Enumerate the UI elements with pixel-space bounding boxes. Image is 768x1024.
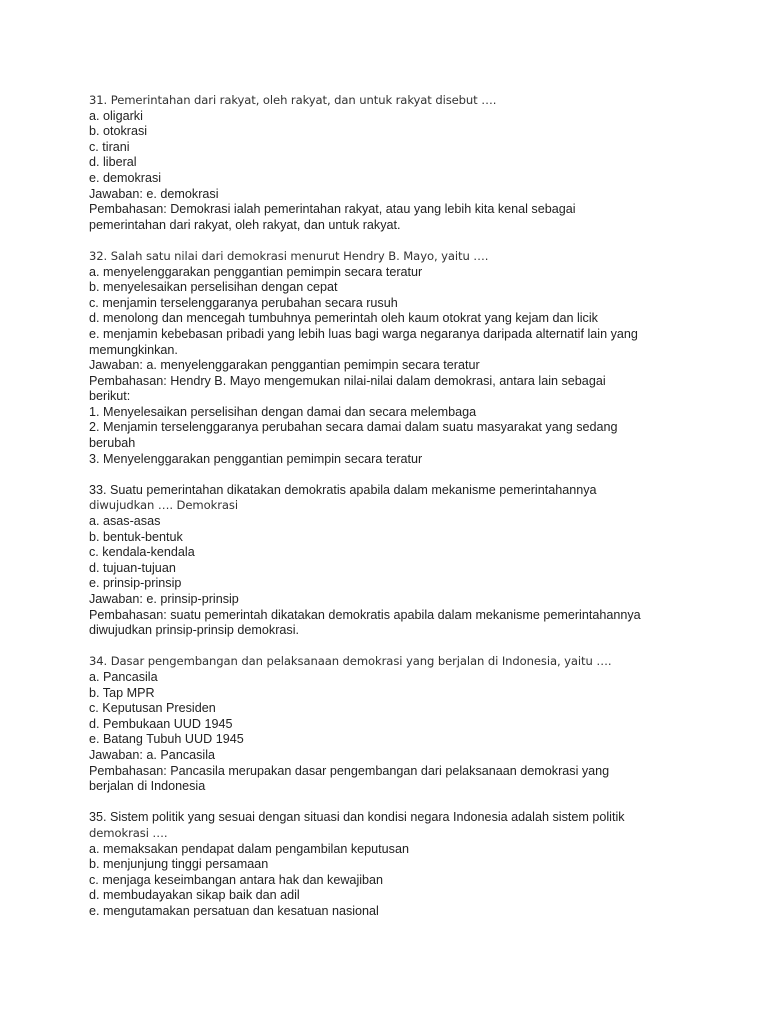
question-stem: 34. Dasar pengembangan dan pelaksanaan demokrasi yang berjalan di Indonesia, yaitu …. [89, 654, 612, 669]
option-c: c. menjaga keseimbangan antara hak dan kewajiban [89, 872, 384, 887]
question-33 [89, 483, 729, 639]
explanation-line: 1. Menyelesaikan perselisihan dengan damai dan secara melembaga [89, 404, 477, 419]
answer: Jawaban: e. demokrasi [89, 186, 219, 201]
option-b: b. menjunjung tinggi persamaan [89, 857, 269, 872]
explanation-line: Pembahasan: Pancasila merupakan dasar pengembangan dari pelaksanaan demokrasi yang [89, 763, 610, 778]
option-c: c. tirani [89, 139, 130, 154]
option-e: e. prinsip-prinsip [89, 576, 182, 591]
document-page [89, 93, 729, 935]
answer: Jawaban: a. menyelenggarakan penggantian pemimpin secara teratur [89, 358, 480, 373]
option-e-continued: memungkinkan. [89, 342, 178, 357]
option-d: d. membudayakan sikap baik dan adil [89, 888, 300, 903]
option-d: d. Pembukaan UUD 1945 [89, 716, 233, 731]
option-d: d. tujuan-tujuan [89, 560, 176, 575]
option-a: a. asas-asas [89, 514, 161, 529]
option-d: d. menolong dan mencegah tumbuhnya pemerintah oleh kaum otokrat yang kejam dan licik [89, 311, 598, 326]
option-b: b. otokrasi [89, 124, 148, 139]
question-stem: 33. Suatu pemerintahan dikatakan demokratis apabila dalam mekanisme pemerintahannya [89, 482, 597, 497]
explanation-line: Pembahasan: Demokrasi ialah pemerintahan rakyat, atau yang lebih kita kenal sebagai [89, 202, 576, 217]
question-stem-continued: demokrasi …. [89, 825, 168, 840]
question-stem: 35. Sistem politik yang sesuai dengan situasi dan kondisi negara Indonesia adalah sistem politik [89, 810, 625, 825]
option-a: a. menyelenggarakan penggantian pemimpin secara teratur [89, 264, 423, 279]
explanation-line: berjalan di Indonesia [89, 779, 206, 794]
option-a: a. memaksakan pendapat dalam pengambilan keputusan [89, 841, 409, 856]
option-e: e. demokrasi [89, 170, 162, 185]
answer: Jawaban: e. prinsip-prinsip [89, 592, 239, 606]
question-stem: 32. Salah satu nilai dari demokrasi menurut Hendry B. Mayo, yaitu …. [89, 248, 489, 263]
explanation-line: 2. Menjamin terselenggaranya perubahan secara damai dalam suatu masyarakat yang sedang [89, 420, 618, 435]
option-a: a. Pancasila [89, 669, 158, 684]
answer: Jawaban: a. Pancasila [89, 747, 216, 762]
option-e: e. Batang Tubuh UUD 1945 [89, 732, 244, 747]
explanation-line: 3. Menyelenggarakan penggantian pemimpin secara teratur [89, 451, 423, 466]
question-stem-continued: diwujudkan …. Demokrasi [89, 498, 238, 513]
option-c: c. Keputusan Presiden [89, 701, 216, 716]
question-34 [89, 654, 729, 794]
question-32 [89, 249, 729, 467]
question-35 [89, 810, 729, 919]
question-stem: 31. Pemerintahan dari rakyat, oleh rakyat, dan untuk rakyat disebut …. [89, 93, 497, 107]
option-c: c. kendala-kendala [89, 545, 195, 560]
explanation-line: berikut: [89, 389, 131, 404]
option-d: d. liberal [89, 155, 137, 170]
option-b: b. bentuk-bentuk [89, 529, 183, 544]
explanation-line: berubah [89, 436, 136, 451]
explanation-line: Pembahasan: suatu pemerintah dikatakan demokratis apabila dalam mekanisme pemerintahannya [89, 607, 641, 622]
explanation-line: pemerintahan dari rakyat, oleh rakyat, dan untuk rakyat. [89, 217, 401, 232]
option-e: e. mengutamakan persatuan dan kesatuan nasional [89, 903, 379, 918]
option-b: b. Tap MPR [89, 685, 155, 700]
explanation-line: Pembahasan: Hendry B. Mayo mengemukan nilai-nilai dalam demokrasi, antara lain sebagai [89, 373, 606, 388]
option-a: a. oligarki [89, 108, 143, 123]
explanation-line: diwujudkan prinsip-prinsip demokrasi. [89, 623, 299, 638]
option-e: e. menjamin kebebasan pribadi yang lebih luas bagi warga negaranya daripada alternatif lain yang [89, 326, 638, 341]
question-31 [89, 93, 729, 233]
option-b: b. menyelesaikan perselisihan dengan cepat [89, 280, 338, 295]
option-c: c. menjamin terselenggaranya perubahan secara rusuh [89, 295, 398, 310]
